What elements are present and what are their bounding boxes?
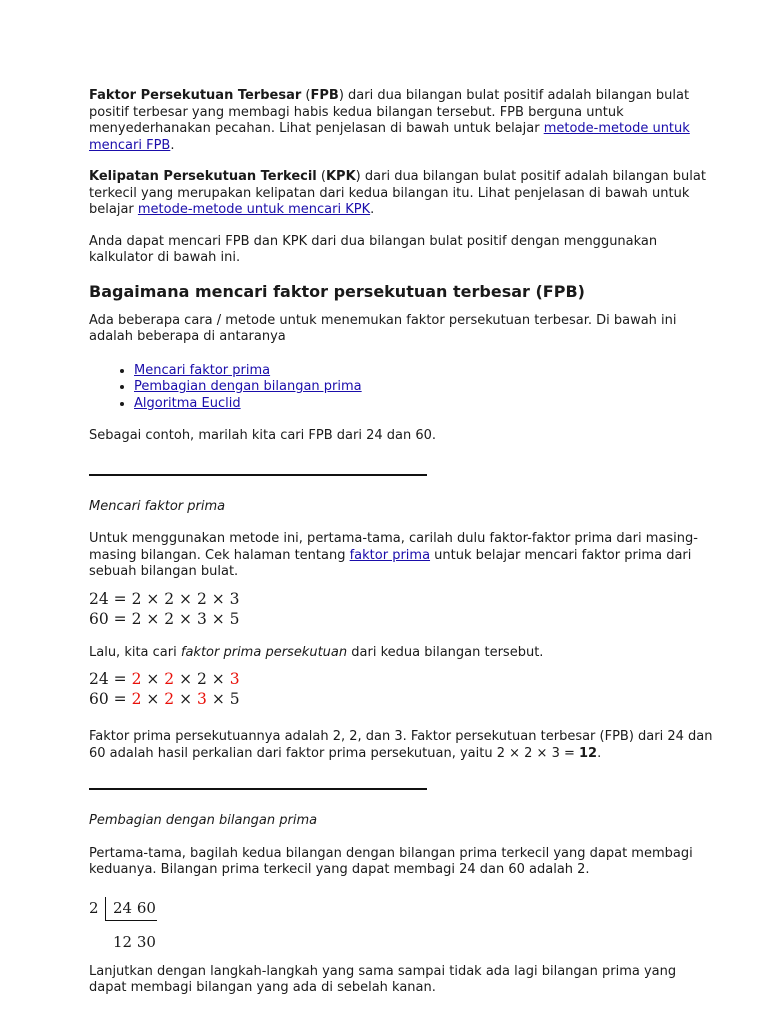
dividends: 24 60: [113, 898, 156, 917]
fpb-term: Faktor Persekutuan Terbesar: [89, 88, 302, 103]
prime-division-intro: Pertama-tama, bagilah kedua bilangan dengan bilangan prima terkecil yang dapat membagi keduanya. Bilangan prima terkecil yang dapat membagi 24 dan 60 adalah 2.: [89, 845, 693, 877]
fpb-conclusion: Faktor prima persekutuannya adalah 2, 2, dan 3. Faktor persekutuan terbesar (FPB) dari 24 dan 60 adalah hasil perkalian dari faktor prima persekutuan, yaitu 2 × 2 × 3 = 12.: [89, 729, 713, 761]
section-title-prime-division: Pembagian dengan bilangan prima: [89, 813, 318, 828]
short-division-step: [89, 893, 714, 953]
kpk-definition: Kelipatan Persekutuan Terkecil (KPK) dari dua bilangan bulat positif adalah bilangan bulat terkecil yang merupakan kelipatan dari kedua bilangan itu. Lihat penjelasan di bawah untuk belajar metode-metode untuk mencari KPK.: [89, 169, 706, 217]
methods-intro: Ada beberapa cara / metode untuk menemukan faktor persekutuan terbesar. Di bawah ini adalah beberapa di antaranya: [89, 312, 677, 344]
methods-list: [89, 363, 714, 413]
prime-factor-intro: Untuk menggunakan metode ini, pertama-tama, carilah dulu faktor-faktor prima dari masing-masing bilangan. Cek halaman tentang faktor prima untuk belajar mencari faktor prima dari sebuah bilangan bulat.: [89, 531, 698, 579]
section-divider: [89, 788, 427, 790]
fpb-result: 12: [579, 745, 598, 761]
common-factor-intro: Lalu, kita cari faktor prima persekutuan dari kedua bilangan tersebut.: [89, 644, 544, 660]
section-title-prime-factor: Mencari faktor prima: [89, 498, 226, 514]
kpk-abbr: KPK: [325, 169, 356, 184]
article: [89, 88, 714, 997]
list-item: [134, 379, 714, 396]
example-intro: Sebagai contoh, marilah kita cari FPB dari 24 dan 60.: [89, 428, 437, 443]
fpb-abbr: FPB: [310, 88, 339, 103]
section-heading-fpb: Bagaimana mencari faktor persekutuan terbesar (FPB): [89, 281, 585, 301]
highlighted-factorization-60: 60 = 2 × 2 × 3 × 5: [89, 690, 240, 708]
method-link-euclid[interactable]: Algoritma Euclid: [134, 395, 241, 411]
fpb-definition: Faktor Persekutuan Terbesar (FPB) dari dua bilangan bulat positif adalah bilangan bulat positif terbesar yang membagi habis kedua bilangan tersebut. FPB berguna untuk menyederhanakan pecahan. Lihat penjelasan di bawah untuk belajar metode-metode untuk mencari FPB.: [89, 88, 690, 153]
divisor: 2: [89, 898, 99, 917]
division-bar-vertical: [105, 897, 106, 921]
division-bar-horizontal: [105, 920, 157, 921]
kpk-methods-link[interactable]: metode-metode untuk mencari KPK: [137, 202, 371, 217]
continue-instructions: Lanjutkan dengan langkah-langkah yang sama sampai tidak ada lagi bilangan prima yang dapat membagi bilangan yang ada di sebelah kanan.: [89, 963, 677, 995]
highlighted-factorization-block: [89, 669, 714, 709]
factorization-60: 60 = 2 × 2 × 3 × 5: [89, 609, 240, 628]
fpb-methods-link[interactable]: metode-metode untuk mencari FPB: [89, 121, 690, 153]
factorization-block: [89, 589, 714, 629]
calculator-note: Anda dapat mencari FPB dan KPK dari dua bilangan bulat positif dengan menggunakan kalkulator di bawah ini.: [89, 233, 658, 265]
method-link-prime-division[interactable]: Pembagian dengan bilangan prima: [134, 379, 362, 394]
list-item: [134, 363, 714, 380]
kpk-definition-text: dari dua bilangan bulat positif adalah bilangan bulat terkecil yang merupakan kelipatan dari kedua bilangan itu. Lihat penjelasan di bawah untuk belajar: [89, 169, 706, 217]
highlighted-factorization-24: 24 = 2 × 2 × 2 × 3: [89, 670, 240, 688]
quotients: 12 30: [113, 932, 156, 951]
factorization-24: 24 = 2 × 2 × 2 × 3: [89, 589, 240, 608]
kpk-term: Kelipatan Persekutuan Terkecil: [89, 169, 317, 184]
method-link-prime-factor[interactable]: Mencari faktor prima: [134, 362, 271, 378]
list-item: [134, 396, 714, 413]
fpb-definition-text: dari dua bilangan bulat positif adalah bilangan bulat positif terbesar yang membagi habis kedua bilangan tersebut. FPB berguna untuk menyederhanakan pecahan. Lihat penjelasan di bawah untuk belajar: [89, 88, 690, 136]
prime-factor-link[interactable]: faktor prima: [349, 547, 431, 563]
section-divider: [89, 474, 427, 476]
